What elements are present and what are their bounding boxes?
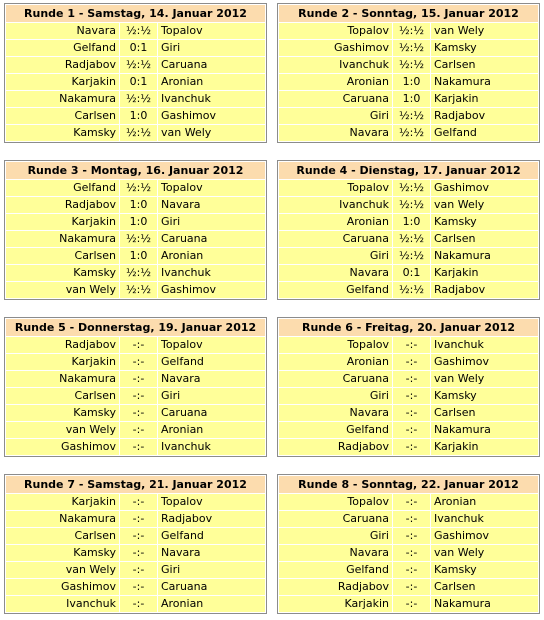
white-player: Topalov xyxy=(279,180,392,196)
game-result: 0:1 xyxy=(120,40,157,56)
table-row xyxy=(279,248,538,264)
round-title: Runde 5 - Donnerstag, 19. Januar 2012 xyxy=(5,318,266,336)
white-player: Kamsky xyxy=(6,125,119,141)
game-result: -:- xyxy=(393,579,430,595)
game-result: -:- xyxy=(120,439,157,455)
black-player: van Wely xyxy=(431,23,538,39)
game-result: -:- xyxy=(393,388,430,404)
white-player: Carlsen xyxy=(6,388,119,404)
black-player: Ivanchuk xyxy=(158,265,265,281)
round-3-box xyxy=(4,160,267,300)
table-row xyxy=(6,388,265,404)
pairings-table xyxy=(278,22,539,142)
white-player: Radjabov xyxy=(6,197,119,213)
white-player: Kamsky xyxy=(6,265,119,281)
round-title: Runde 6 - Freitag, 20. Januar 2012 xyxy=(278,318,539,336)
game-result: -:- xyxy=(393,545,430,561)
table-row xyxy=(6,23,265,39)
round-7-box xyxy=(4,474,267,614)
game-result: ½:½ xyxy=(393,197,430,213)
white-player: Caruana xyxy=(279,231,392,247)
game-result: -:- xyxy=(393,596,430,612)
table-row xyxy=(279,405,538,421)
white-player: Gashimov xyxy=(6,579,119,595)
white-player: Topalov xyxy=(279,337,392,353)
game-result: -:- xyxy=(393,511,430,527)
round-title: Runde 2 - Sonntag, 15. Januar 2012 xyxy=(278,4,539,22)
game-result: -:- xyxy=(393,494,430,510)
round-title: Runde 8 - Sonntag, 22. Januar 2012 xyxy=(278,475,539,493)
white-player: Ivanchuk xyxy=(279,57,392,73)
white-player: Caruana xyxy=(279,511,392,527)
black-player: Kamsky xyxy=(431,388,538,404)
pairings-table xyxy=(278,336,539,456)
game-result: 1:0 xyxy=(393,214,430,230)
game-result: ½:½ xyxy=(393,231,430,247)
table-row xyxy=(6,545,265,561)
table-row xyxy=(6,248,265,264)
game-result: -:- xyxy=(120,337,157,353)
black-player: Karjakin xyxy=(431,91,538,107)
table-row xyxy=(6,337,265,353)
black-player: Topalov xyxy=(158,23,265,39)
game-result: -:- xyxy=(120,371,157,387)
game-result: -:- xyxy=(120,528,157,544)
white-player: van Wely xyxy=(6,562,119,578)
black-player: Gashimov xyxy=(158,282,265,298)
black-player: Gelfand xyxy=(158,354,265,370)
game-result: 1:0 xyxy=(120,108,157,124)
game-result: 1:0 xyxy=(393,91,430,107)
table-row xyxy=(279,180,538,196)
table-row xyxy=(279,108,538,124)
table-row xyxy=(279,23,538,39)
black-player: Topalov xyxy=(158,494,265,510)
game-result: 1:0 xyxy=(120,197,157,213)
game-result: 0:1 xyxy=(120,74,157,90)
table-row xyxy=(279,494,538,510)
table-row xyxy=(279,40,538,56)
black-player: Navara xyxy=(158,371,265,387)
white-player: Karjakin xyxy=(279,596,392,612)
black-player: Giri xyxy=(158,388,265,404)
white-player: Karjakin xyxy=(6,214,119,230)
black-player: Kamsky xyxy=(431,562,538,578)
game-result: ½:½ xyxy=(393,57,430,73)
table-row xyxy=(279,439,538,455)
black-player: Gashimov xyxy=(158,108,265,124)
white-player: Carlsen xyxy=(6,108,119,124)
pairings-table xyxy=(5,336,266,456)
pairings-table xyxy=(5,493,266,613)
white-player: Nakamura xyxy=(6,371,119,387)
white-player: Caruana xyxy=(279,91,392,107)
black-player: Gelfand xyxy=(158,528,265,544)
round-title: Runde 3 - Montag, 16. Januar 2012 xyxy=(5,161,266,179)
game-result: -:- xyxy=(393,371,430,387)
white-player: Ivanchuk xyxy=(279,197,392,213)
game-result: -:- xyxy=(120,405,157,421)
game-result: -:- xyxy=(120,422,157,438)
white-player: Navara xyxy=(6,23,119,39)
black-player: Topalov xyxy=(158,337,265,353)
table-row xyxy=(279,579,538,595)
white-player: Giri xyxy=(279,528,392,544)
game-result: ½:½ xyxy=(120,57,157,73)
black-player: Caruana xyxy=(158,57,265,73)
table-row xyxy=(279,91,538,107)
black-player: Giri xyxy=(158,40,265,56)
black-player: Nakamura xyxy=(431,422,538,438)
game-result: ½:½ xyxy=(393,180,430,196)
black-player: Gashimov xyxy=(431,180,538,196)
game-result: ½:½ xyxy=(393,40,430,56)
table-row xyxy=(279,596,538,612)
black-player: Carlsen xyxy=(431,405,538,421)
game-result: -:- xyxy=(393,337,430,353)
black-player: Aronian xyxy=(158,596,265,612)
table-row xyxy=(279,371,538,387)
white-player: Karjakin xyxy=(6,494,119,510)
black-player: Radjabov xyxy=(431,282,538,298)
black-player: Ivanchuk xyxy=(431,511,538,527)
black-player: van Wely xyxy=(158,125,265,141)
game-result: ½:½ xyxy=(120,91,157,107)
black-player: Caruana xyxy=(158,579,265,595)
game-result: -:- xyxy=(393,528,430,544)
white-player: Gelfand xyxy=(6,180,119,196)
white-player: Karjakin xyxy=(6,354,119,370)
table-row xyxy=(6,371,265,387)
white-player: Nakamura xyxy=(6,91,119,107)
white-player: van Wely xyxy=(6,422,119,438)
table-row xyxy=(6,265,265,281)
black-player: Nakamura xyxy=(431,596,538,612)
black-player: Caruana xyxy=(158,231,265,247)
game-result: ½:½ xyxy=(120,265,157,281)
white-player: Navara xyxy=(279,125,392,141)
black-player: Gashimov xyxy=(431,528,538,544)
black-player: Radjabov xyxy=(431,108,538,124)
table-row xyxy=(6,197,265,213)
game-result: ½:½ xyxy=(120,231,157,247)
round-title: Runde 1 - Samstag, 14. Januar 2012 xyxy=(5,4,266,22)
table-row xyxy=(279,388,538,404)
table-row xyxy=(279,197,538,213)
round-8-box xyxy=(277,474,540,614)
white-player: Navara xyxy=(279,545,392,561)
round-6-box xyxy=(277,317,540,457)
game-result: -:- xyxy=(393,562,430,578)
black-player: Ivanchuk xyxy=(158,91,265,107)
table-row xyxy=(6,439,265,455)
game-result: ½:½ xyxy=(393,23,430,39)
black-player: Radjabov xyxy=(158,511,265,527)
black-player: Nakamura xyxy=(431,74,538,90)
white-player: van Wely xyxy=(6,282,119,298)
table-row xyxy=(279,337,538,353)
white-player: Radjabov xyxy=(279,579,392,595)
white-player: Nakamura xyxy=(6,231,119,247)
game-result: ½:½ xyxy=(120,23,157,39)
black-player: Kamsky xyxy=(431,214,538,230)
table-row xyxy=(279,528,538,544)
black-player: Giri xyxy=(158,214,265,230)
white-player: Carlsen xyxy=(6,528,119,544)
table-row xyxy=(279,354,538,370)
round-title: Runde 7 - Samstag, 21. Januar 2012 xyxy=(5,475,266,493)
white-player: Radjabov xyxy=(6,337,119,353)
table-row xyxy=(6,422,265,438)
black-player: Topalov xyxy=(158,180,265,196)
round-2-box xyxy=(277,3,540,143)
pairings-table xyxy=(278,179,539,299)
white-player: Gelfand xyxy=(279,282,392,298)
black-player: Aronian xyxy=(158,74,265,90)
white-player: Radjabov xyxy=(279,439,392,455)
white-player: Nakamura xyxy=(6,511,119,527)
table-row xyxy=(279,562,538,578)
black-player: Caruana xyxy=(158,405,265,421)
game-result: -:- xyxy=(120,388,157,404)
table-row xyxy=(279,511,538,527)
table-row xyxy=(6,180,265,196)
game-result: -:- xyxy=(120,596,157,612)
black-player: Aronian xyxy=(431,494,538,510)
white-player: Carlsen xyxy=(6,248,119,264)
game-result: ½:½ xyxy=(393,108,430,124)
game-result: -:- xyxy=(393,439,430,455)
white-player: Gashimov xyxy=(279,40,392,56)
game-result: -:- xyxy=(120,579,157,595)
black-player: van Wely xyxy=(431,545,538,561)
game-result: -:- xyxy=(120,511,157,527)
table-row xyxy=(279,545,538,561)
white-player: Karjakin xyxy=(6,74,119,90)
table-row xyxy=(6,596,265,612)
black-player: Navara xyxy=(158,545,265,561)
white-player: Giri xyxy=(279,108,392,124)
black-player: Ivanchuk xyxy=(158,439,265,455)
white-player: Topalov xyxy=(279,494,392,510)
table-row xyxy=(6,91,265,107)
white-player: Giri xyxy=(279,388,392,404)
table-row xyxy=(6,214,265,230)
black-player: Nakamura xyxy=(431,248,538,264)
game-result: ½:½ xyxy=(120,282,157,298)
black-player: Carlsen xyxy=(431,57,538,73)
black-player: Carlsen xyxy=(431,231,538,247)
table-row xyxy=(6,74,265,90)
game-result: 1:0 xyxy=(393,74,430,90)
black-player: Gashimov xyxy=(431,354,538,370)
game-result: -:- xyxy=(120,494,157,510)
white-player: Ivanchuk xyxy=(6,596,119,612)
table-row xyxy=(6,231,265,247)
table-row xyxy=(6,405,265,421)
white-player: Gelfand xyxy=(279,562,392,578)
game-result: ½:½ xyxy=(393,125,430,141)
pairings-table xyxy=(5,22,266,142)
table-row xyxy=(6,125,265,141)
white-player: Gashimov xyxy=(6,439,119,455)
game-result: -:- xyxy=(393,422,430,438)
table-row xyxy=(6,528,265,544)
table-row xyxy=(279,282,538,298)
table-row xyxy=(279,125,538,141)
black-player: Giri xyxy=(158,562,265,578)
white-player: Aronian xyxy=(279,214,392,230)
game-result: ½:½ xyxy=(120,180,157,196)
table-row xyxy=(279,265,538,281)
table-row xyxy=(279,422,538,438)
pairings-table xyxy=(278,493,539,613)
white-player: Caruana xyxy=(279,371,392,387)
game-result: 1:0 xyxy=(120,248,157,264)
round-4-box xyxy=(277,160,540,300)
table-row xyxy=(6,562,265,578)
white-player: Navara xyxy=(279,265,392,281)
table-row xyxy=(279,74,538,90)
game-result: ½:½ xyxy=(393,248,430,264)
black-player: van Wely xyxy=(431,371,538,387)
table-row xyxy=(279,231,538,247)
white-player: Topalov xyxy=(279,23,392,39)
table-row xyxy=(6,354,265,370)
table-row xyxy=(279,214,538,230)
game-result: -:- xyxy=(393,354,430,370)
white-player: Aronian xyxy=(279,74,392,90)
table-row xyxy=(6,40,265,56)
game-result: -:- xyxy=(393,405,430,421)
table-row xyxy=(6,57,265,73)
white-player: Navara xyxy=(279,405,392,421)
black-player: Karjakin xyxy=(431,265,538,281)
game-result: -:- xyxy=(120,354,157,370)
pairings-table xyxy=(5,179,266,299)
game-result: ½:½ xyxy=(393,282,430,298)
black-player: van Wely xyxy=(431,197,538,213)
black-player: Kamsky xyxy=(431,40,538,56)
table-row xyxy=(6,282,265,298)
white-player: Aronian xyxy=(279,354,392,370)
game-result: -:- xyxy=(120,562,157,578)
round-5-box xyxy=(4,317,267,457)
black-player: Carlsen xyxy=(431,579,538,595)
game-result: 0:1 xyxy=(393,265,430,281)
white-player: Gelfand xyxy=(279,422,392,438)
table-row xyxy=(6,579,265,595)
black-player: Aronian xyxy=(158,422,265,438)
black-player: Navara xyxy=(158,197,265,213)
black-player: Karjakin xyxy=(431,439,538,455)
round-1-box xyxy=(4,3,267,143)
white-player: Kamsky xyxy=(6,545,119,561)
black-player: Gelfand xyxy=(431,125,538,141)
round-title: Runde 4 - Dienstag, 17. Januar 2012 xyxy=(278,161,539,179)
table-row xyxy=(6,108,265,124)
game-result: -:- xyxy=(120,545,157,561)
table-row xyxy=(6,511,265,527)
white-player: Kamsky xyxy=(6,405,119,421)
black-player: Ivanchuk xyxy=(431,337,538,353)
black-player: Aronian xyxy=(158,248,265,264)
table-row xyxy=(6,494,265,510)
game-result: ½:½ xyxy=(120,125,157,141)
white-player: Radjabov xyxy=(6,57,119,73)
game-result: 1:0 xyxy=(120,214,157,230)
table-row xyxy=(279,57,538,73)
white-player: Giri xyxy=(279,248,392,264)
white-player: Gelfand xyxy=(6,40,119,56)
